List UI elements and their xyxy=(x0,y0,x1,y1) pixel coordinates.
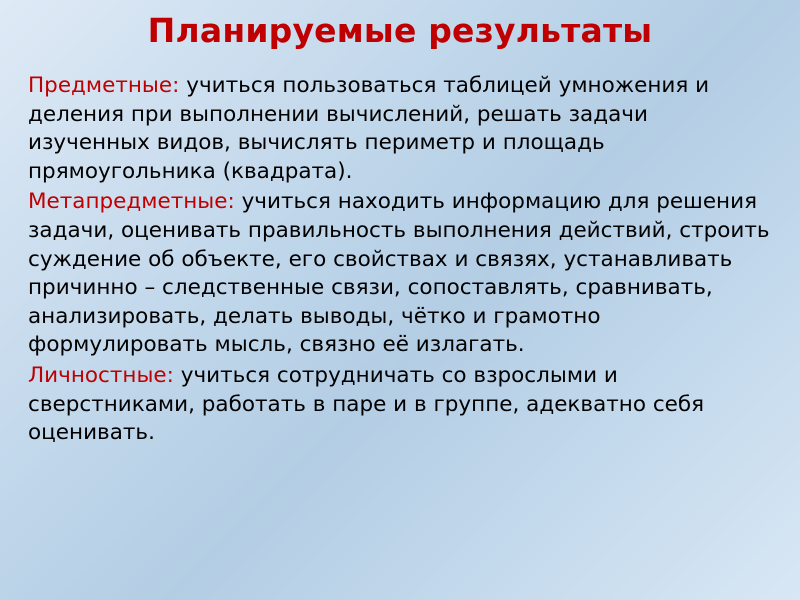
paragraph-lead-subject: Предметные: xyxy=(28,73,180,98)
paragraph-subject xyxy=(28,72,772,186)
slide-body xyxy=(28,72,772,450)
paragraph-text-personal: учиться сотрудничать со взрослыми и сверстниками, работать в паре и в группе, адекватно себя оценивать. xyxy=(28,362,705,446)
page-title: Планируемые результаты xyxy=(147,11,653,50)
paragraph-lead-personal: Личностные: xyxy=(28,362,174,388)
paragraph-metasubject xyxy=(28,188,772,360)
paragraph-lead-metasubject: Метапредметные: xyxy=(28,189,235,215)
paragraph-text-subject: учиться пользоваться таблицей умножения и деления при выполнении вычислений, решать задачи изученных видов, вычислять периметр и площадь прямоугольника (квадрата). xyxy=(28,73,710,184)
paragraph-personal xyxy=(28,362,772,448)
paragraph-text-metasubject: учиться находить информацию для решения задачи, оценивать правильность выполнения действий, строить суждение об объекте, его свойствах и связях, устанавливать причинно – следственные связи, сопоставлять, сравнивать, анализировать, делать выводы, чётко и грамотно формулировать мысль, связно её излагать. xyxy=(28,189,770,358)
